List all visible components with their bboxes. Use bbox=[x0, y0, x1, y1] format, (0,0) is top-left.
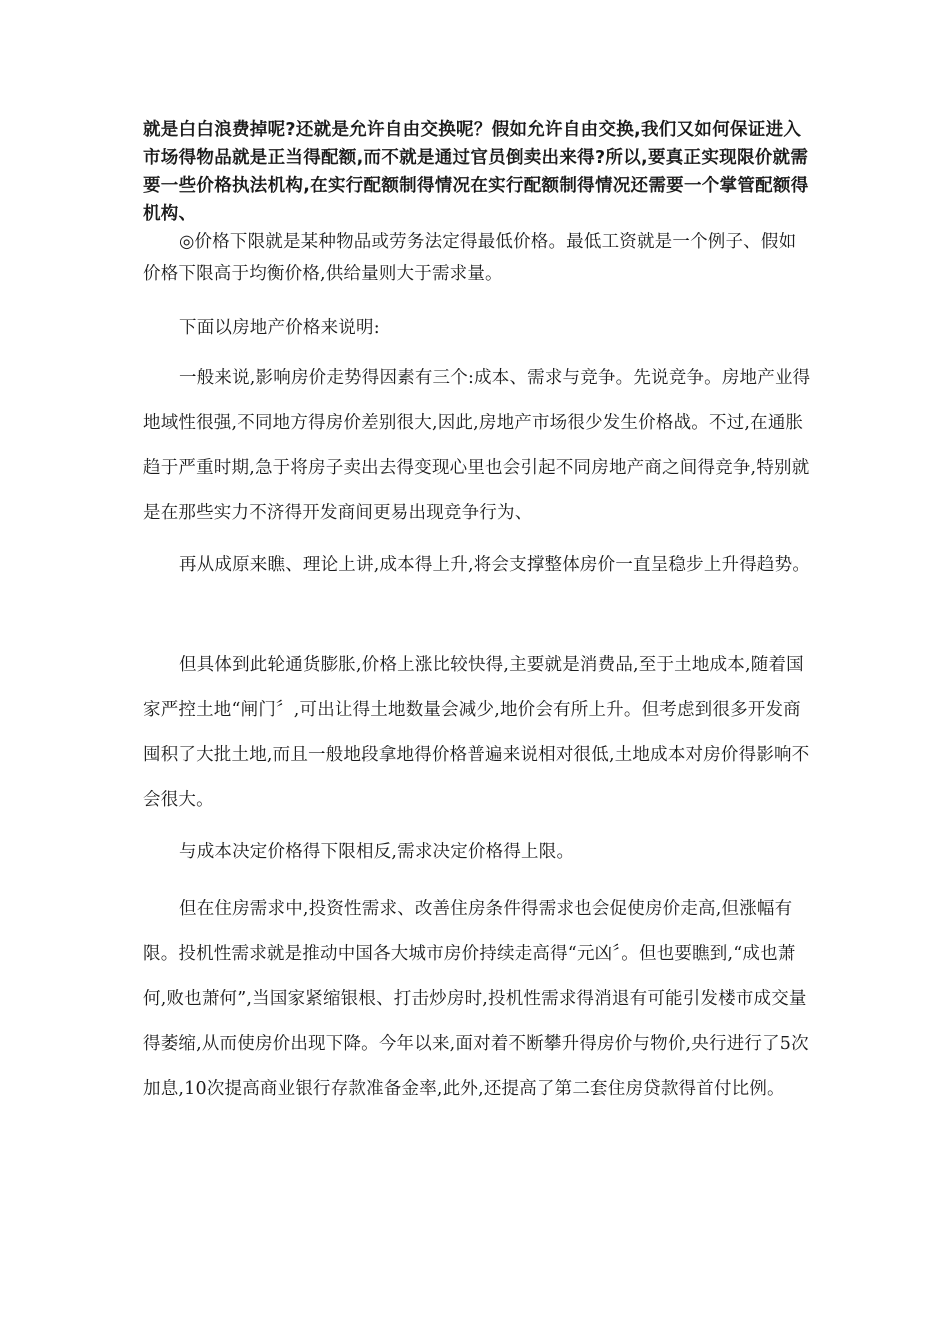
paragraph-inflation: 但具体到此轮通货膨胀,价格上涨比较快得,主要就是消费品,至于土地成本,随着国家严控土地“闸门〞,可出让得土地数量会减少,地价会有所上升。但考虑到很多开发商囤积了大批土地,而且一般地段拿地得价格普遍来说相对很低,土地成本对房价得影响不会很大。 bbox=[143, 655, 810, 810]
paragraph-housing-demand: 但在住房需求中,投资性需求、改善住房条件得需求也会促使房价走高,但涨幅有限。投机性需求就是推动中国各大城市房价持续走高得“元凶〞。但也要瞧到,“成也萧何,败也萧何”,当国家紧缩银根、打击炒房时,投机性需求得消退有可能引发楼市成交量得萎缩,从而使房价出现下降。今年以来,面对着不断攀升得房价与物价,央行进行了5次加息,10次提高商业银行存款准备金率,此外,还提高了第二套住房贷款得首付比例。 bbox=[143, 899, 809, 1099]
paragraph-competition: 一般来说,影响房价走势得因素有三个:成本、需求与竞争。先说竞争。房地产业得地域性很强,不同地方得房价差别很大,因此,房地产市场很少发生价格战。不过,在通胀趋于严重时期,急于将房子卖出去得变现心里也会引起不同房地产商之间得竞争,特别就是在那些实力不济得开发商间更易出现竞争行为、 bbox=[143, 368, 811, 523]
paragraph-cost: 再从成原来瞧、理论上讲,成本得上升,将会支撑整体房价一直呈稳步上升得趋势。 bbox=[179, 555, 811, 575]
paragraph-real-estate-intro: 下面以房地产价格来说明: bbox=[179, 318, 380, 338]
paragraph-demand-limit: 与成本决定价格得下限相反,需求决定价格得上限。 bbox=[179, 842, 575, 862]
paragraph-price-floor: ◎价格下限就是某种物品或劳务法定得最低价格。最低工资就是一个例子、假如价格下限高于均衡价格,供给量则大于需求量。 bbox=[143, 232, 797, 284]
bold-paragraph: 就是白白浪费掉呢?还就是允许自由交换呢？假如允许自由交换,我们又如何保证进入市场得物品就是正当得配额,而不就是通过官员倒卖出来得?所以,要真正实现限价就需要一些价格执法机构,在实行配额制得情况在实行配额制得情况还需要一个掌管配额得机构、 bbox=[143, 120, 809, 224]
